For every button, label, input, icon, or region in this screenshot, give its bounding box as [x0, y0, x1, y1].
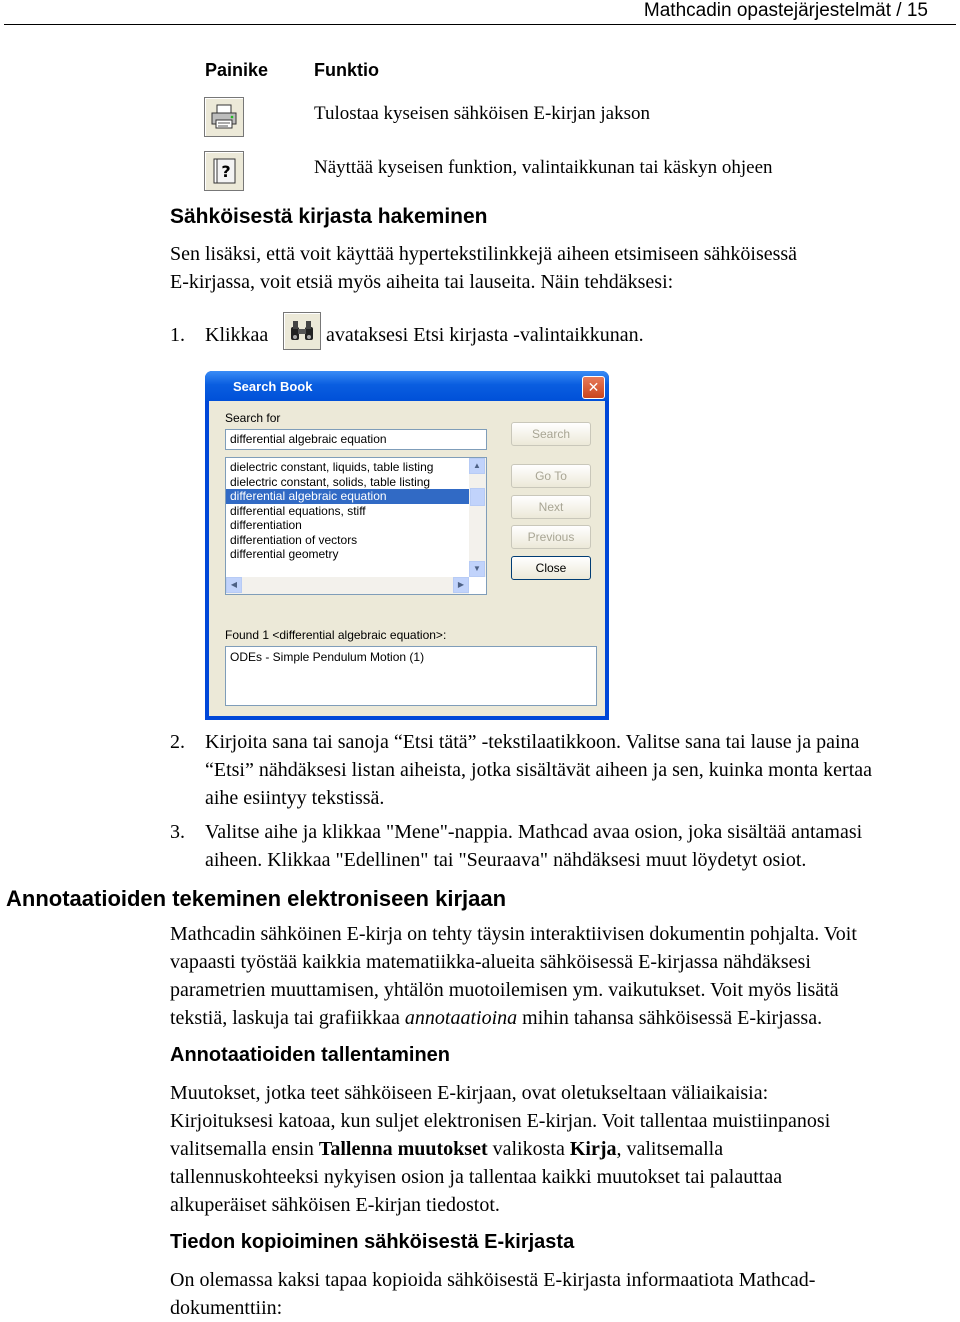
- annotations-line-4: [170, 1004, 822, 1032]
- section-heading-copy: Tiedon kopioiminen sähköisestä E-kirjasta: [170, 1231, 575, 1253]
- section-heading-annotations: Annotaatioiden tekeminen elektroniseen kirjaan: [6, 886, 507, 911]
- list-item[interactable]: dielectric constant, liquids, table listing: [230, 460, 434, 474]
- results-list[interactable]: [225, 646, 597, 706]
- annotations-line-4-start: tekstiä, laskuja tai grafiikkaa: [170, 1007, 405, 1029]
- saving-line-3: [170, 1135, 723, 1163]
- scroll-up-icon[interactable]: ▲: [469, 458, 485, 474]
- previous-button[interactable]: Previous: [511, 525, 591, 549]
- list-item[interactable]: differentiation of vectors: [230, 532, 358, 547]
- goto-button[interactable]: Go To: [511, 464, 591, 488]
- printer-description: Tulostaa kyseisen sähköisen E-kirjan jakson: [314, 103, 650, 124]
- list-item[interactable]: differential equations, stiff: [230, 503, 366, 518]
- list-item[interactable]: differential geometry: [230, 547, 339, 561]
- step3-line-1: Valitse aihe ja klikkaa "Mene"-nappia. Mathcad avaa osion, joka sisältää antamasi: [205, 821, 863, 843]
- annotations-line-3: parametrien muuttamisen, yhtälön muotoilemisen ym. vaikutukset. Voit myös lisätä: [170, 979, 839, 1001]
- dialog-titlebar: [205, 371, 609, 401]
- copy-line-1: On olemassa kaksi tapaa kopioida sähköisestä E-kirjasta informaatiota Mathcad-: [170, 1269, 816, 1291]
- menu-name-book: Kirja: [569, 1138, 617, 1160]
- topic-list[interactable]: [225, 457, 487, 595]
- close-icon[interactable]: ✕: [582, 376, 605, 399]
- step2-line-1: Kirjoita sana tai sanoja “Etsi tätä” -tekstilaatikkoon. Valitse sana tai lause ja paina: [205, 731, 860, 753]
- scroll-thumb[interactable]: [470, 488, 485, 506]
- help-icon: [204, 151, 244, 191]
- annotations-line-2: vapaasti työstää kaikkia matematiikka-alueita sähköisessä E-kirjassa nähdäksesi: [170, 951, 811, 973]
- column-header-button: Painike: [205, 60, 269, 80]
- saving-line-5: alkuperäiset sähköisen E-kirjan tiedostot.: [170, 1194, 500, 1216]
- scroll-down-icon[interactable]: ▼: [469, 561, 485, 577]
- step-number: 1.: [170, 324, 185, 346]
- step-number: 3.: [170, 821, 185, 843]
- column-header-function: Funktio: [314, 60, 379, 80]
- saving-line-1: Muutokset, jotka teet sähköiseen E-kirjaan, ovat oletukseltaan väliaikaisia:: [170, 1082, 769, 1104]
- menu-command-save-changes: Tallenna muutokset: [318, 1138, 488, 1160]
- printer-icon: [204, 97, 244, 137]
- saving-line-2: Kirjoituksesi katoaa, kun suljet elektronisen E-kirjan. Voit tallentaa muistiinpanosi: [170, 1110, 831, 1132]
- header-rule: [4, 24, 956, 25]
- section-heading-search: Sähköisestä kirjasta hakeminen: [170, 205, 488, 228]
- saving-line-3-end: , valitsemalla: [616, 1138, 724, 1160]
- list-item-selected[interactable]: differential algebraic equation: [226, 489, 469, 504]
- annotations-term: annotaatioina: [404, 1007, 518, 1029]
- scroll-left-icon[interactable]: ◀: [226, 577, 242, 593]
- found-label: Found 1 <differential algebraic equation>:: [225, 628, 447, 642]
- annotations-line-1: Mathcadin sähköinen E-kirja on tehty täysin interaktiivisen dokumentin pohjalta. Voit: [170, 923, 857, 945]
- result-item[interactable]: ODEs - Simple Pendulum Motion (1): [230, 650, 425, 664]
- step2-line-2: “Etsi” nähdäksesi listan aiheista, jotka sisältävät aiheen ja sen, kuinka monta kertaa: [205, 759, 873, 781]
- step1-text-after: avataksesi Etsi kirjasta -valintaikkunan.: [326, 324, 644, 346]
- topic-list-items: [226, 460, 469, 562]
- help-description: Näyttää kyseisen funktion, valintaikkunan tai käskyn ohjeen: [314, 157, 773, 178]
- step2-line-3: aihe esiintyy tekstissä.: [205, 787, 385, 809]
- search-book-dialog: [205, 371, 609, 720]
- horizontal-scrollbar[interactable]: [226, 577, 469, 594]
- search-button[interactable]: Search: [511, 422, 591, 446]
- dialog-title: Search Book: [233, 379, 313, 394]
- next-button[interactable]: Next: [511, 495, 591, 519]
- svg-text:?: ?: [221, 162, 231, 181]
- section-heading-saving: Annotaatioiden tallentaminen: [170, 1044, 451, 1066]
- step-number: 2.: [170, 731, 185, 753]
- copy-line-2: dokumenttiin:: [170, 1297, 283, 1319]
- saving-line-3-start: valitsemalla ensin: [170, 1138, 319, 1160]
- scroll-right-icon[interactable]: ▶: [453, 577, 469, 593]
- running-header: Mathcadin opastejärjestelmät / 15: [643, 0, 928, 21]
- search-intro-line-2: E-kirjassa, voit etsiä myös aiheita tai lauseita. Näin tehdäksesi:: [170, 271, 674, 293]
- step3-line-2: aiheen. Klikkaa "Edellinen" tai "Seuraava" nähdäksesi muut löydetyt osiot.: [205, 849, 807, 871]
- search-for-label: Search for: [225, 411, 281, 425]
- dialog-client-area: [209, 401, 605, 716]
- saving-line-4: tallennuskohteeksi nykyisen osion ja tallentaa kaikki muutokset tai palauttaa: [170, 1166, 783, 1188]
- step1-text-before: Klikkaa: [205, 324, 269, 346]
- saving-line-3-mid: valikosta: [487, 1138, 570, 1160]
- annotations-line-4-end: mihin tahansa sähköisessä E-kirjassa.: [517, 1007, 823, 1029]
- list-item[interactable]: differentiation: [230, 518, 302, 532]
- search-intro-line-1: Sen lisäksi, että voit käyttää hypertekstilinkkejä aiheen etsimiseen sähköisessä: [170, 243, 798, 265]
- close-button[interactable]: Close: [511, 556, 591, 580]
- search-input[interactable]: differential algebraic equation: [225, 429, 487, 450]
- binoculars-icon: [283, 312, 321, 350]
- vertical-scrollbar[interactable]: [469, 458, 486, 577]
- list-item[interactable]: dielectric constant, solids, table listing: [230, 474, 431, 489]
